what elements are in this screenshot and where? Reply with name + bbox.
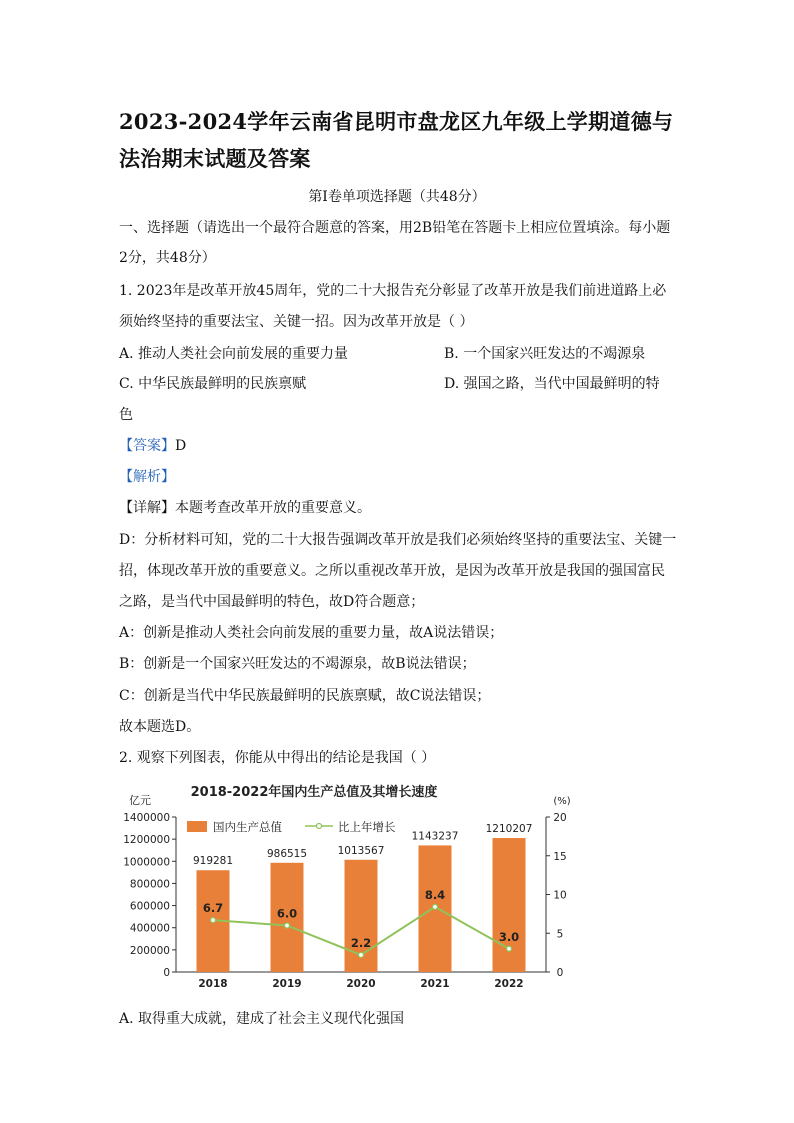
chart-title: 2018-2022年国内生产总值及其增长速度	[190, 785, 438, 800]
gdp-bar-label: 1210207	[485, 823, 533, 836]
y-left-tick-label: 1200000	[123, 834, 170, 847]
growth-point	[211, 918, 216, 923]
q1-option-b: B. 一个国家兴旺发达的不竭源泉	[444, 346, 646, 362]
y-right-tick-label: 10	[553, 889, 567, 902]
y-left-tick-label: 600000	[129, 900, 170, 913]
q1-expl-a: A：创新是推动人类社会向前发展的重要力量，故A说法错误；	[119, 625, 504, 641]
y-right-tick-label: 20	[553, 812, 567, 824]
y-left-tick-label: 800000	[129, 878, 170, 891]
gdp-bar-label: 1143237	[411, 830, 459, 843]
instructions-line-1: 一、选择题（请选出一个最符合题意的答案，用2B铅笔在答题卡上相应位置填涂。每小题	[119, 220, 671, 236]
gdp-chart	[119, 776, 579, 998]
y-left-tick-label: 0	[163, 967, 170, 979]
q1-option-c: C. 中华民族最鲜明的民族禀赋	[119, 376, 307, 392]
growth-point	[433, 904, 438, 909]
x-tick-label: 2021	[420, 978, 450, 990]
y-right-tick-label: 0	[556, 967, 564, 979]
legend-line-marker	[317, 824, 322, 829]
growth-label: 2.2	[350, 935, 372, 950]
x-tick-label: 2020	[346, 978, 376, 990]
q1-expl-b: B：创新是一个国家兴旺发达的不竭源泉，故B说法错误；	[119, 656, 476, 672]
gdp-bar	[493, 838, 526, 972]
q1-expl-line-1: D：分析材料可知，党的二十大报告强调改革开放是我们必须始终坚持的重要法宝、关键一	[119, 532, 677, 548]
q1-expl-line-2: 招，体现改革开放的重要意义。之所以重视改革开放，是因为改革开放是我国的强国富民	[119, 563, 665, 579]
growth-label: 6.7	[202, 901, 224, 916]
answer-value: D	[175, 438, 187, 454]
y-right-tick-label: 5	[556, 928, 564, 941]
section-header: 第Ⅰ卷单项选择题（共48分）	[308, 189, 486, 205]
gdp-bar-label: 1013567	[337, 844, 385, 857]
growth-label: 6.0	[276, 906, 298, 921]
growth-point	[285, 923, 290, 928]
growth-label: 8.4	[424, 887, 446, 902]
q1-stem-line-1: 1. 2023年是改革开放45周年，党的二十大报告充分彰显了改革开放是我们前进道路上必	[119, 283, 667, 299]
answer-label: 【答案】	[119, 438, 175, 454]
y-left-tick-label: 1000000	[123, 856, 170, 869]
x-tick-label: 2018	[198, 978, 228, 990]
q1-expl-c: C：创新是当代中华民族最鲜明的民族禀赋，故C说法错误；	[119, 688, 491, 704]
gdp-bar-label: 986515	[266, 847, 308, 860]
y-left-unit: 亿元	[129, 794, 151, 807]
instructions-line-2: 2分，共48分）	[119, 250, 216, 266]
growth-label: 3.0	[498, 929, 520, 944]
q2-option-a: A. 取得重大成就，建成了社会主义现代化强国	[119, 1011, 405, 1027]
y-left-tick-label: 200000	[129, 944, 170, 957]
y-right-unit: (%)	[553, 796, 571, 807]
q1-option-d: D. 强国之路，当代中国最鲜明的特	[444, 376, 660, 392]
x-tick-label: 2022	[494, 978, 524, 990]
growth-point	[507, 946, 512, 951]
growth-point	[359, 952, 364, 957]
q1-option-a: A. 推动人类社会向前发展的重要力量	[119, 346, 349, 362]
q1-stem-line-2: 须始终坚持的重要法宝、关键一招。因为改革开放是（ ）	[119, 314, 474, 330]
q1-analysis-label: 【解析】	[119, 469, 175, 485]
detail-text: 本题考查改革开放的重要意义。	[175, 500, 371, 516]
document-title: 2023-2024学年云南省昆明市盘龙区九年级上学期道德与法治期末试题及答案	[119, 109, 674, 171]
y-left-tick-label: 400000	[129, 922, 170, 935]
y-left-tick-label: 1400000	[123, 812, 170, 824]
q1-conclusion: 故本题选D。	[119, 719, 201, 735]
q1-option-d-cont: 色	[119, 407, 133, 423]
gdp-bar-label: 919281	[192, 855, 234, 868]
legend-bar-label: 国内生产总值	[213, 820, 282, 834]
q1-answer	[119, 436, 186, 456]
detail-label: 【详解】	[119, 500, 175, 516]
q1-expl-line-3: 之路，是当代中国最鲜明的特色，故D符合题意；	[119, 594, 425, 610]
y-right-tick-label: 15	[553, 850, 567, 863]
q1-detail	[119, 498, 371, 518]
legend-line-label: 比上年增长	[338, 820, 396, 834]
q2-stem: 2. 观察下列图表，你能从中得出的结论是我国（ ）	[119, 750, 436, 766]
x-tick-label: 2019	[272, 978, 302, 990]
legend-bar-swatch	[187, 821, 207, 832]
